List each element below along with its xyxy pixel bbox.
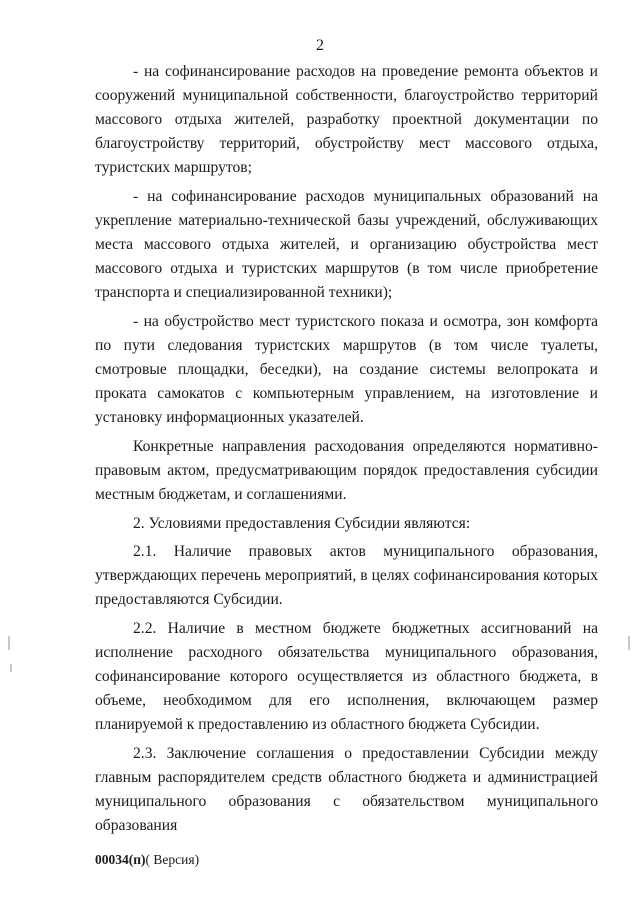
- paragraph-material-base: - на софинансирование расходов муниципальных образований на укрепление материально-технической базы учреждений, обслуживающих места массового отдыха жителей, и организацию обустройства мест массового отдыха и туристских маршрутов (в том числе приобретение транспорта и специализированной техники);: [95, 188, 598, 301]
- page-number: 2: [316, 37, 324, 54]
- paragraph-tourist-display: - на обустройство мест туристского показа и осмотра, зон комфорта по пути следования туристских маршрутов (в том числе туалеты, смотровые площадки, беседки), на создание системы велопроката и проката самокатов с компьютерным управлением, на изготовление и установку информационных указателей.: [95, 313, 598, 426]
- paragraph-condition-2-3: 2.3. Заключение соглашения о предоставлении Субсидии между главным распорядителем средств областного бюджета и администрацией муниципального образования с обязательством муниципального образования: [95, 745, 598, 834]
- scan-margin-mark: [10, 664, 12, 672]
- paragraph-spending-directions: Конкретные направления расходования определяются нормативно-правовым актом, предусматривающим порядок предоставления субсидии местным бюджетам, и соглашениями.: [95, 438, 598, 503]
- document-body: [95, 60, 598, 843]
- document-footer: [95, 851, 199, 869]
- paragraph-condition-2-1: 2.1. Наличие правовых актов муниципального образования, утверждающих перечень мероприятий, в целях софинансирования которых предоставляются Субсидии.: [95, 543, 598, 608]
- paragraph-repair-facilities: - на софинансирование расходов на проведение ремонта объектов и сооружений муниципальной собственности, благоустройство территорий массового отдыха жителей, разработку проектной документации по благоустройству территорий, обустройству мест массового отдыха, туристских маршрутов;: [95, 63, 598, 176]
- scan-margin-mark: [628, 636, 630, 650]
- document-version: ( Версия): [145, 852, 200, 867]
- paragraph-conditions-heading: 2. Условиями предоставления Субсидии являются:: [133, 515, 471, 532]
- document-code: 00034(п): [95, 852, 146, 867]
- scan-margin-mark: [8, 636, 10, 650]
- paragraph-condition-2-2: 2.2. Наличие в местном бюджете бюджетных ассигнований на исполнение расходного обязательства муниципального образования, софинансирование которого осуществляется из областного бюджета, в объеме, необходимом для его исполнения, включающем размер планируемой к предоставлению из областного бюджета Субсидии.: [95, 620, 598, 733]
